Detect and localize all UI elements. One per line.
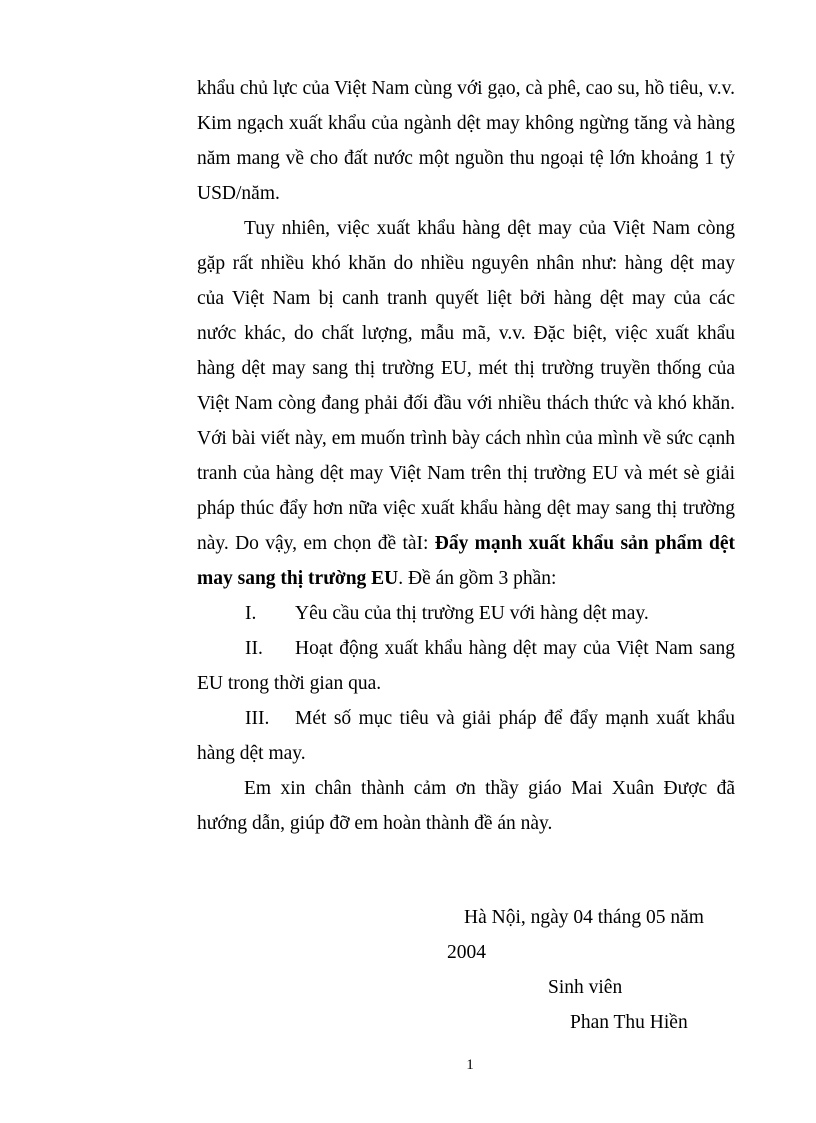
section-number: I.: [245, 603, 257, 624]
paragraph-thanks: Em xin chân thành cảm ơn thầy giáo Mai Xuân Được đã hướng dẫn, giúp đỡ em hoàn thành đề án này.: [197, 778, 735, 834]
signature-role: Sinh viên: [548, 977, 623, 998]
section-number: II.: [245, 638, 263, 659]
page-number: 1: [466, 1057, 474, 1073]
paragraph-difficulties: [197, 211, 735, 596]
section-text: Yêu cầu của thị trường EU với hàng dệt may.: [295, 603, 649, 624]
paragraph-difficulties-text: Tuy nhiên, việc xuất khẩu hàng dệt may của Việt Nam còng gặp rất nhiều khó khăn do nhiều nguyên nhân như: hàng dệt may của Việt Nam bị canh tranh quyết liệt bởi hàng dệt may của các nước khác, do chất lượng, mẫu mã, v.v. Đặc biệt, việc xuất khẩu hàng dệt may sang thị trường EU, mét thị trường truyền thống của Việt Nam còng đang phải đối đầu với nhiều thách thức và khó khăn. Với bài viết này, em muốn trình bày cách nhìn của mình về sức cạnh tranh của hàng dệt may Việt Nam trên thị trường EU và mét sè giải pháp thúc đẩy hơn nữa việc xuất khẩu hàng dệt may sang thị trường này. Do vậy, em chọn đề tàI:: [197, 218, 735, 554]
section-text: Mét số mục tiêu và giải pháp để đẩy mạnh xuất khẩu hàng dệt may.: [197, 708, 735, 764]
section-number: III.: [245, 708, 270, 729]
topic-title: Đẩy mạnh xuất khẩu sản phẩm dệt may sang thị trường EU: [197, 533, 735, 589]
section-item-2: [197, 631, 735, 701]
paragraph-intro: khẩu chủ lực của Việt Nam cùng với gạo, cà phê, cao su, hồ tiêu, v.v. Kim ngạch xuất khẩu của ngành dệt may không ngừng tăng và hàng năm mang về cho đất nước một nguồn thu ngoại tệ lớn khoảng 1 tỷ USD/năm.: [197, 78, 735, 204]
section-text: Hoạt động xuất khẩu hàng dệt may của Việt Nam sang EU trong thời gian qua.: [197, 638, 735, 694]
section-item-1: [197, 596, 735, 631]
body-text: [197, 71, 735, 841]
signature-date-line: Hà Nội, ngày 04 tháng 05 năm: [464, 907, 704, 928]
paragraph-difficulties-end: . Đề án gồm 3 phần:: [398, 568, 557, 589]
signature-name: Phan Thu Hiền: [570, 1012, 688, 1033]
signature-year: 2004: [447, 942, 486, 963]
section-item-3: [197, 701, 735, 771]
